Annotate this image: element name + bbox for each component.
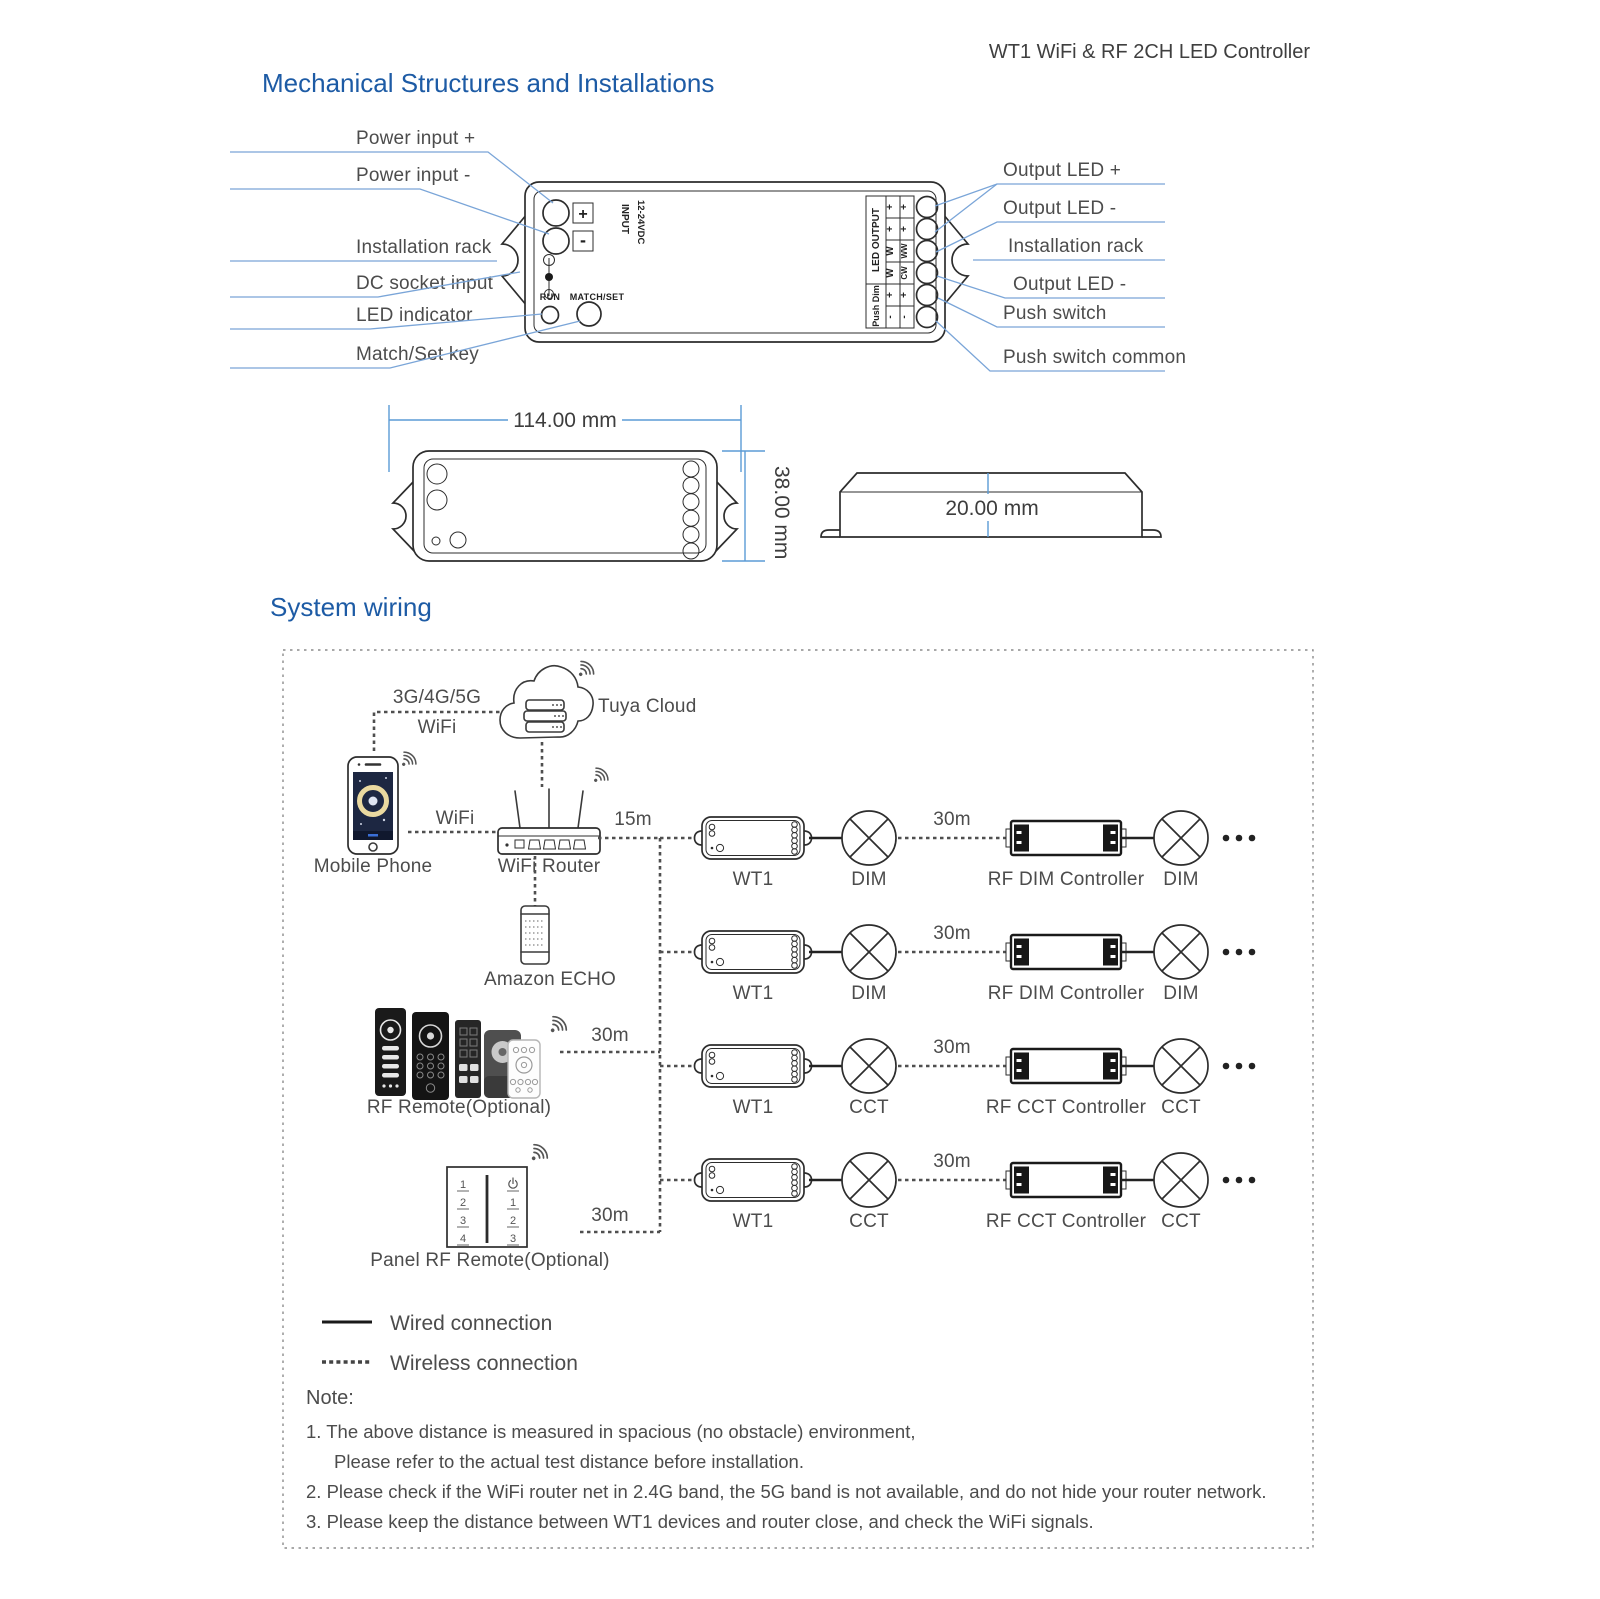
- phone-label: Mobile Phone: [313, 856, 433, 877]
- height-dimension: 38.00 mm: [770, 466, 793, 560]
- panel-key: 1: [509, 1197, 517, 1209]
- wt1-device-icon: [695, 817, 812, 859]
- cellular-link: [374, 687, 503, 751]
- lamp-label: CCT: [849, 1097, 889, 1118]
- panel-key: 1: [459, 1179, 467, 1191]
- led-output-label: LED OUTPUT: [871, 208, 882, 272]
- notes-title: Note:: [306, 1387, 354, 1409]
- panel-key: 2: [509, 1215, 517, 1227]
- run-label: RUN: [539, 292, 561, 302]
- controller-top-view: [502, 182, 968, 342]
- note-line: 1. The above distance is measured in spacious (no obstacle) environment,: [306, 1421, 916, 1442]
- wt1-device-icon: [695, 1159, 812, 1201]
- lamp-label: CCT: [1161, 1211, 1201, 1232]
- callout-output-led-minus-1: Output LED -: [1003, 198, 1117, 219]
- lamp-label: DIM: [1163, 869, 1199, 890]
- callout-output-led-plus: Output LED +: [1003, 160, 1122, 181]
- more-devices-dots: [1223, 835, 1256, 842]
- callout-power-input-plus: Power input +: [356, 128, 476, 149]
- side-foot-left: [821, 530, 840, 537]
- front-rack-right: [715, 480, 737, 552]
- panel-key: 4: [459, 1233, 467, 1245]
- terminal-cell: CW: [900, 266, 909, 280]
- callout-installation-rack-left: Installation rack: [356, 237, 492, 258]
- panel-remote-label: Panel RF Remote(Optional): [370, 1250, 610, 1271]
- terminal-cell: -: [885, 315, 896, 319]
- lamp-icon: [842, 925, 896, 979]
- rf-controller-icon: [1006, 821, 1126, 855]
- wt1-device-icon: [695, 931, 812, 973]
- rf-remote-icons: [375, 1008, 569, 1100]
- cloud-wifi-icon: [573, 659, 596, 682]
- more-devices-dots: [1223, 949, 1256, 956]
- depth-dimension: 20.00 mm: [945, 497, 1039, 520]
- panel-wifi-icon: [526, 1142, 550, 1166]
- wiring-row-2: [660, 923, 1255, 1004]
- document-title: WT1 WiFi & RF 2CH LED Controller: [988, 41, 1310, 63]
- push-dim-label: Push Dim: [871, 285, 881, 327]
- match-set-label: MATCH/SET: [569, 292, 625, 302]
- input-minus-label: -: [580, 230, 586, 250]
- input-voltage: 12-24VDC: [635, 200, 646, 245]
- wt1-label: WT1: [732, 869, 774, 890]
- callout-match-set-key: Match/Set key: [356, 344, 479, 365]
- terminal-cell: +: [899, 204, 910, 210]
- wiring-row-1: [660, 809, 1255, 890]
- row-distance: 30m: [933, 1037, 971, 1058]
- note-line: 3. Please keep the distance between WT1 devices and router close, and check the WiFi signals.: [306, 1511, 1094, 1532]
- panel-remote-distance: 30m: [591, 1205, 629, 1226]
- terminal-cell: +: [899, 292, 910, 298]
- rf-remote-label: RF Remote(Optional): [366, 1097, 552, 1118]
- controller-label: RF CCT Controller: [985, 1097, 1147, 1118]
- mobile-phone-icon: [348, 750, 418, 854]
- wt1-label: WT1: [732, 1097, 774, 1118]
- note-line: 2. Please check if the WiFi router net in 2.4G band, the 5G band is not available, and do not hide your router network.: [306, 1481, 1267, 1502]
- input-title: INPUT: [619, 204, 630, 234]
- lamp-icon: [842, 1039, 896, 1093]
- cloud-label: Tuya Cloud: [598, 696, 697, 717]
- router-label: WiFi Router: [497, 856, 601, 877]
- terminal-cell: +: [885, 204, 896, 210]
- lamp-icon: [842, 811, 896, 865]
- legend-wireless-label: Wireless connection: [390, 1352, 578, 1375]
- lamp-label: DIM: [1163, 983, 1199, 1004]
- lamp-label: CCT: [1161, 1097, 1201, 1118]
- terminal-cell: -: [899, 315, 910, 319]
- callout-led-indicator: LED indicator: [356, 305, 473, 326]
- tuya-cloud-icon: [500, 659, 596, 738]
- cellular-label: 3G/4G/5G: [392, 687, 482, 708]
- front-rack-left: [393, 480, 415, 552]
- lamp-label: DIM: [851, 869, 887, 890]
- terminal-cell: W: [885, 268, 896, 278]
- rf-remote-wifi-icon: [545, 1014, 569, 1038]
- section-title-wiring: System wiring: [270, 592, 432, 622]
- rf-controller-icon: [1006, 1163, 1126, 1197]
- callout-output-led-minus-2: Output LED -: [1013, 274, 1127, 295]
- note-line: Please refer to the actual test distance before installation.: [334, 1451, 804, 1472]
- controller-label: RF DIM Controller: [987, 869, 1145, 890]
- notes: [306, 1387, 1267, 1532]
- more-devices-dots: [1223, 1177, 1256, 1184]
- rf-controller-icon: [1006, 1049, 1126, 1083]
- terminal-cell: W: [885, 246, 896, 256]
- panel-remote-icon: [447, 1142, 550, 1247]
- rf-controller-icon: [1006, 935, 1126, 969]
- router-distance: 15m: [614, 809, 652, 830]
- wt1-label: WT1: [732, 1211, 774, 1232]
- lamp-icon: [1154, 1039, 1208, 1093]
- wiring-row-4: [660, 1151, 1255, 1232]
- legend: [322, 1312, 578, 1375]
- callout-installation-rack-right: Installation rack: [1008, 236, 1144, 257]
- lamp-icon: [842, 1153, 896, 1207]
- echo-label: Amazon ECHO: [483, 969, 617, 990]
- input-plus-label: +: [578, 206, 588, 223]
- width-dimension: 114.00 mm: [513, 409, 617, 432]
- controller-label: RF CCT Controller: [985, 1211, 1147, 1232]
- callout-power-input-minus: Power input -: [356, 165, 471, 186]
- callouts-right: [935, 160, 1186, 371]
- amazon-echo-icon: [521, 906, 549, 964]
- wt1-label: WT1: [732, 983, 774, 1004]
- section-title-mechanical: Mechanical Structures and Installations: [262, 68, 715, 98]
- terminal-cell: +: [885, 226, 896, 232]
- rf-remote-distance: 30m: [591, 1025, 629, 1046]
- terminal-cell: +: [885, 292, 896, 298]
- wifi-link-label: WiFi: [435, 808, 475, 829]
- router-wifi-icon: [589, 766, 611, 788]
- callout-dc-socket: DC socket input: [356, 273, 494, 294]
- installation-rack-left: [502, 214, 527, 306]
- panel-key: 2: [459, 1197, 467, 1209]
- controller-label: RF DIM Controller: [987, 983, 1145, 1004]
- legend-wired-label: Wired connection: [390, 1312, 553, 1335]
- front-view-dimensions: [389, 405, 793, 561]
- callout-push-switch-common: Push switch common: [1003, 347, 1187, 368]
- panel-key: 3: [509, 1233, 517, 1245]
- wt1-device-icon: [695, 1045, 812, 1087]
- wiring-row-3: [660, 1037, 1255, 1118]
- lamp-icon: [1154, 811, 1208, 865]
- callout-push-switch: Push switch: [1003, 303, 1107, 324]
- lamp-label: DIM: [851, 983, 887, 1004]
- lamp-label: CCT: [849, 1211, 889, 1232]
- side-view-dimensions: [821, 473, 1161, 537]
- terminal-cell: +: [899, 226, 910, 232]
- installation-rack-right: [943, 214, 968, 306]
- lamp-icon: [1154, 1153, 1208, 1207]
- row-distance: 30m: [933, 923, 971, 944]
- more-devices-dots: [1223, 1063, 1256, 1070]
- row-distance: 30m: [933, 1151, 971, 1172]
- terminal-cell: WW: [900, 243, 909, 259]
- panel-key: 3: [459, 1215, 467, 1227]
- wifi-router-icon: [498, 766, 610, 854]
- row-distance: 30m: [933, 809, 971, 830]
- side-foot-right: [1142, 530, 1161, 537]
- cellular-wifi-label: WiFi: [417, 717, 457, 738]
- phone-wifi-icon: [397, 750, 419, 772]
- lamp-icon: [1154, 925, 1208, 979]
